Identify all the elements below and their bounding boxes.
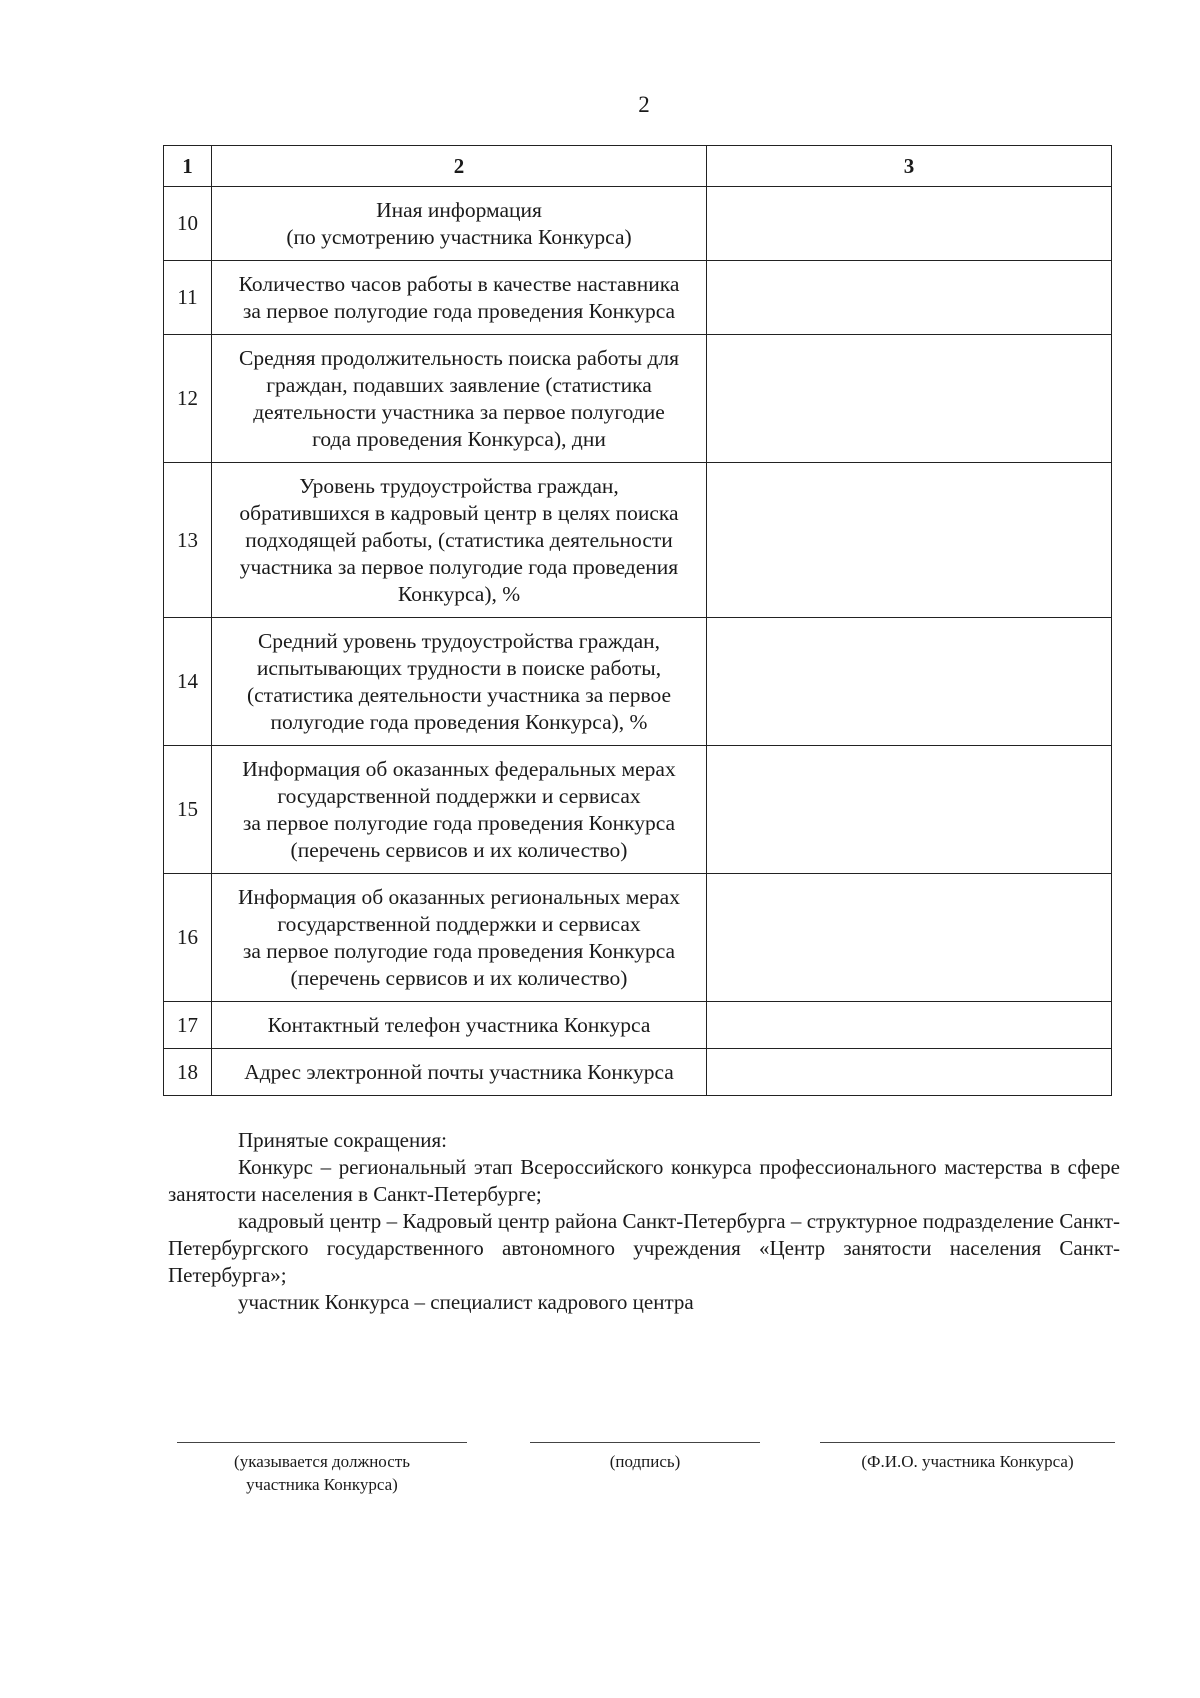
description-line: Адрес электронной почты участника Конкурса: [244, 1059, 674, 1084]
row-number: 13: [164, 463, 212, 618]
abbreviation-item: кадровый центр – Кадровый центр района Санкт-Петербурга – структурное подразделение Санкт-Петербургского государственного автономного учреждения «Центр занятости населения Санкт-Петербурга»;: [168, 1209, 1120, 1287]
row-number: 15: [164, 746, 212, 874]
description-line: Количество часов работы в качестве наставника: [238, 271, 680, 296]
table-row: [164, 1049, 1112, 1096]
description-line: обратившихся в кадровый центр в целях поиска: [239, 500, 679, 525]
name-caption: (Ф.И.О. участника Конкурса): [861, 1452, 1074, 1471]
description-line: участника за первое полугодие года проведения: [239, 554, 679, 579]
row-number: 17: [164, 1002, 212, 1049]
row-value-cell[interactable]: [707, 187, 1112, 261]
caption-line: (указывается должность: [234, 1452, 410, 1471]
name-signature-line[interactable]: [820, 1442, 1115, 1443]
row-value-cell[interactable]: [707, 874, 1112, 1002]
column-header-2: 2: [212, 146, 707, 187]
row-value-cell[interactable]: [707, 618, 1112, 746]
description-line: Конкурса), %: [397, 581, 521, 606]
row-number: 14: [164, 618, 212, 746]
table-row: [164, 746, 1112, 874]
description-line: государственной поддержки и сервисах: [277, 783, 641, 808]
table-row: [164, 463, 1112, 618]
abbreviation-item: Конкурс – региональный этап Всероссийского конкурса профессионального мастерства в сфере занятости населения в Санкт-Петербурге;: [168, 1155, 1120, 1206]
description-line: Средний уровень трудоустройства граждан,: [257, 628, 661, 653]
row-value-cell[interactable]: [707, 335, 1112, 463]
description-line: за первое полугодие года проведения Конкурса: [242, 938, 676, 963]
page-number: 2: [638, 92, 650, 117]
abbreviations-section: [168, 1127, 1120, 1316]
row-number: 11: [164, 261, 212, 335]
row-description: [212, 335, 707, 463]
description-line: испытывающих трудности в поиске работы,: [256, 655, 662, 680]
signature-line[interactable]: [530, 1442, 760, 1443]
row-number: 16: [164, 874, 212, 1002]
description-line: Иная информация: [376, 197, 542, 222]
description-line: за первое полугодие года проведения Конкурса: [242, 810, 676, 835]
row-description: [212, 874, 707, 1002]
description-line: Уровень трудоустройства граждан,: [299, 473, 619, 498]
row-description: [212, 1002, 707, 1049]
table-row: [164, 618, 1112, 746]
abbreviations-title: Принятые сокращения:: [238, 1128, 447, 1152]
description-line: (статистика деятельности участника за первое: [246, 682, 672, 707]
row-description: [212, 1049, 707, 1096]
row-description: [212, 618, 707, 746]
description-line: граждан, подавших заявление (статистика: [266, 372, 652, 397]
table-row: [164, 874, 1112, 1002]
table-header-row: [164, 146, 1112, 187]
description-line: Средняя продолжительность поиска работы для: [238, 345, 680, 370]
table-row: [164, 1002, 1112, 1049]
form-table: [163, 145, 1112, 1096]
position-signature-line[interactable]: [177, 1442, 467, 1443]
description-line: Информация об оказанных федеральных мерах: [242, 756, 676, 781]
row-value-cell[interactable]: [707, 463, 1112, 618]
column-header-3: 3: [707, 146, 1112, 187]
description-line: Информация об оказанных региональных мерах: [238, 884, 680, 909]
table-row: [164, 187, 1112, 261]
description-line: за первое полугодие года проведения Конкурса: [242, 298, 676, 323]
description-line: полугодие года проведения Конкурса), %: [270, 709, 648, 734]
description-line: подходящей работы, (статистика деятельности: [245, 527, 673, 552]
abbreviation-item: участник Конкурса – специалист кадрового центра: [238, 1290, 694, 1314]
description-line: (по усмотрению участника Конкурса): [286, 224, 632, 249]
row-description: [212, 187, 707, 261]
row-description: [212, 463, 707, 618]
position-caption: [177, 1450, 467, 1496]
table-row: [164, 335, 1112, 463]
row-description: [212, 261, 707, 335]
row-value-cell[interactable]: [707, 261, 1112, 335]
description-line: (перечень сервисов и их количество): [290, 965, 628, 990]
table-row: [164, 261, 1112, 335]
row-value-cell[interactable]: [707, 1002, 1112, 1049]
row-value-cell[interactable]: [707, 746, 1112, 874]
description-line: государственной поддержки и сервисах: [277, 911, 641, 936]
signature-caption: (подпись): [609, 1452, 681, 1471]
description-line: года проведения Конкурса), дни: [312, 426, 606, 451]
row-value-cell[interactable]: [707, 1049, 1112, 1096]
description-line: Контактный телефон участника Конкурса: [267, 1012, 651, 1037]
column-header-1: 1: [164, 146, 212, 187]
row-description: [212, 746, 707, 874]
row-number: 10: [164, 187, 212, 261]
caption-line: участника Конкурса): [246, 1475, 398, 1494]
description-line: (перечень сервисов и их количество): [290, 837, 628, 862]
row-number: 12: [164, 335, 212, 463]
row-number: 18: [164, 1049, 212, 1096]
description-line: деятельности участника за первое полугодие: [253, 399, 665, 424]
